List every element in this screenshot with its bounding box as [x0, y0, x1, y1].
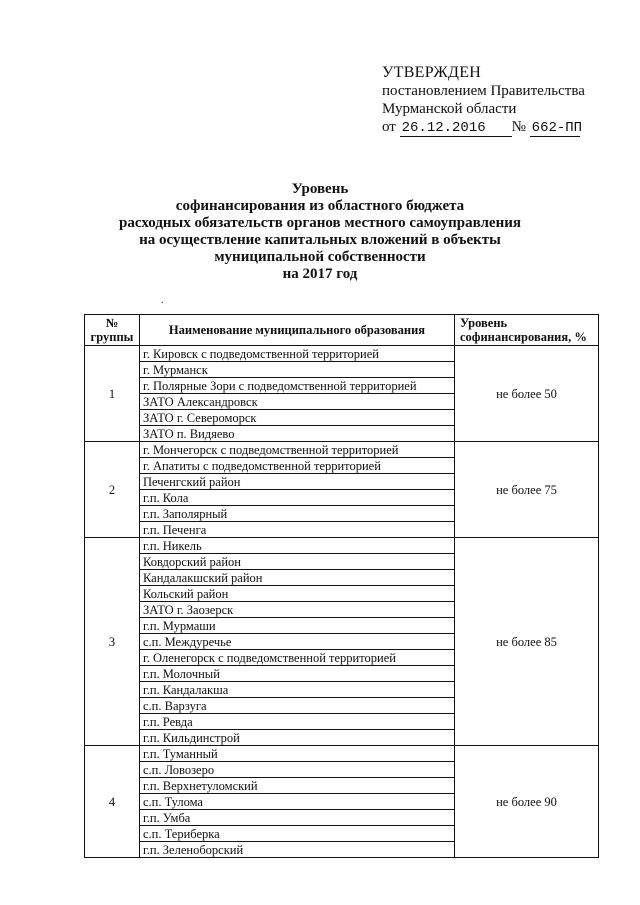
title-line-4: на осуществление капитальных вложений в объекты: [139, 232, 501, 248]
approval-date: 26.12.2016: [400, 121, 512, 137]
municipality-name-cell: с.п. Междуречье: [140, 634, 455, 650]
municipality-name-cell: г.п. Ревда: [140, 714, 455, 730]
municipality-name-cell: ЗАТО Александровск: [140, 394, 455, 410]
municipality-name-cell: г.п. Верхнетуломский: [140, 778, 455, 794]
municipality-name-cell: г.п. Кильдинстрой: [140, 730, 455, 746]
group-number-cell: 2: [85, 442, 140, 538]
municipality-name-cell: г.п. Молочный: [140, 666, 455, 682]
group-number-cell: 4: [85, 746, 140, 858]
municipality-name-cell: г.п. Мурмаши: [140, 618, 455, 634]
municipality-name-cell: г. Апатиты с подведомственной территорией: [140, 458, 455, 474]
table-header-row: [85, 315, 599, 346]
group-number-cell: 1: [85, 346, 140, 442]
municipality-name-cell: г. Мончегорск с подведомственной территорией: [140, 442, 455, 458]
municipality-name-cell: с.п. Тулома: [140, 794, 455, 810]
title-line-6: на 2017 год: [282, 266, 358, 282]
municipality-name-cell: г.п. Кола: [140, 490, 455, 506]
municipality-name-cell: ЗАТО г. Заозерск: [140, 602, 455, 618]
approval-line-2: Мурманской области: [382, 101, 517, 117]
group-number-cell: 3: [85, 538, 140, 746]
table-row: [85, 442, 599, 458]
from-label: от: [382, 119, 396, 135]
cofinancing-level-cell: не более 85: [455, 538, 599, 746]
header-level: Уровень софинансирования, %: [455, 315, 599, 346]
municipality-name-cell: Кольский район: [140, 586, 455, 602]
document-title: [100, 181, 540, 283]
stray-mark: .: [161, 295, 164, 306]
municipality-name-cell: ЗАТО п. Видяево: [140, 426, 455, 442]
municipality-name-cell: г.п. Никель: [140, 538, 455, 554]
municipality-name-cell: г. Кировск с подведомственной территорией: [140, 346, 455, 362]
municipality-name-cell: г.п. Туманный: [140, 746, 455, 762]
approval-heading: УТВЕРЖДЕН: [382, 64, 482, 81]
municipality-name-cell: г. Полярные Зори с подведомственной территорией: [140, 378, 455, 394]
approval-number: 662-ПП: [531, 120, 583, 136]
municipality-name-cell: с.п. Териберка: [140, 826, 455, 842]
title-line-2: софинансирования из областного бюджета: [175, 198, 465, 214]
municipality-name-cell: с.п. Варзуга: [140, 698, 455, 714]
municipality-name-cell: Печенгский район: [140, 474, 455, 490]
municipality-name-cell: с.п. Ловозеро: [140, 762, 455, 778]
cofinancing-level-cell: не более 50: [455, 346, 599, 442]
title-line-5: муниципальной собственности: [214, 249, 426, 265]
municipality-name-cell: г.п. Печенга: [140, 522, 455, 538]
approval-stamp: [382, 64, 632, 137]
table-body: [85, 346, 599, 858]
municipality-name-cell: г.п. Заполярный: [140, 506, 455, 522]
table-row: [85, 538, 599, 554]
header-group-number: № группы: [85, 315, 140, 346]
number-label: №: [511, 119, 526, 135]
header-municipality: Наименование муниципального образования: [140, 315, 455, 346]
municipality-name-cell: г.п. Кандалакша: [140, 682, 455, 698]
title-line-3: расходных обязательств органов местного самоуправления: [119, 215, 521, 231]
municipality-name-cell: Ковдорский район: [140, 554, 455, 570]
municipality-name-cell: ЗАТО г. Североморск: [140, 410, 455, 426]
municipality-name-cell: Кандалакшский район: [140, 570, 455, 586]
cofinancing-table: [84, 314, 599, 858]
table-row: [85, 746, 599, 762]
cofinancing-level-cell: не более 75: [455, 442, 599, 538]
municipality-name-cell: г.п. Зеленоборский: [140, 842, 455, 858]
approval-date-line: [382, 118, 632, 137]
title-line-1: Уровень: [291, 181, 349, 197]
approval-line-1: постановлением Правительства: [382, 83, 585, 99]
municipality-name-cell: г.п. Умба: [140, 810, 455, 826]
municipality-name-cell: г. Оленегорск с подведомственной территорией: [140, 650, 455, 666]
table-row: [85, 346, 599, 362]
municipality-name-cell: г. Мурманск: [140, 362, 455, 378]
cofinancing-level-cell: не более 90: [455, 746, 599, 858]
